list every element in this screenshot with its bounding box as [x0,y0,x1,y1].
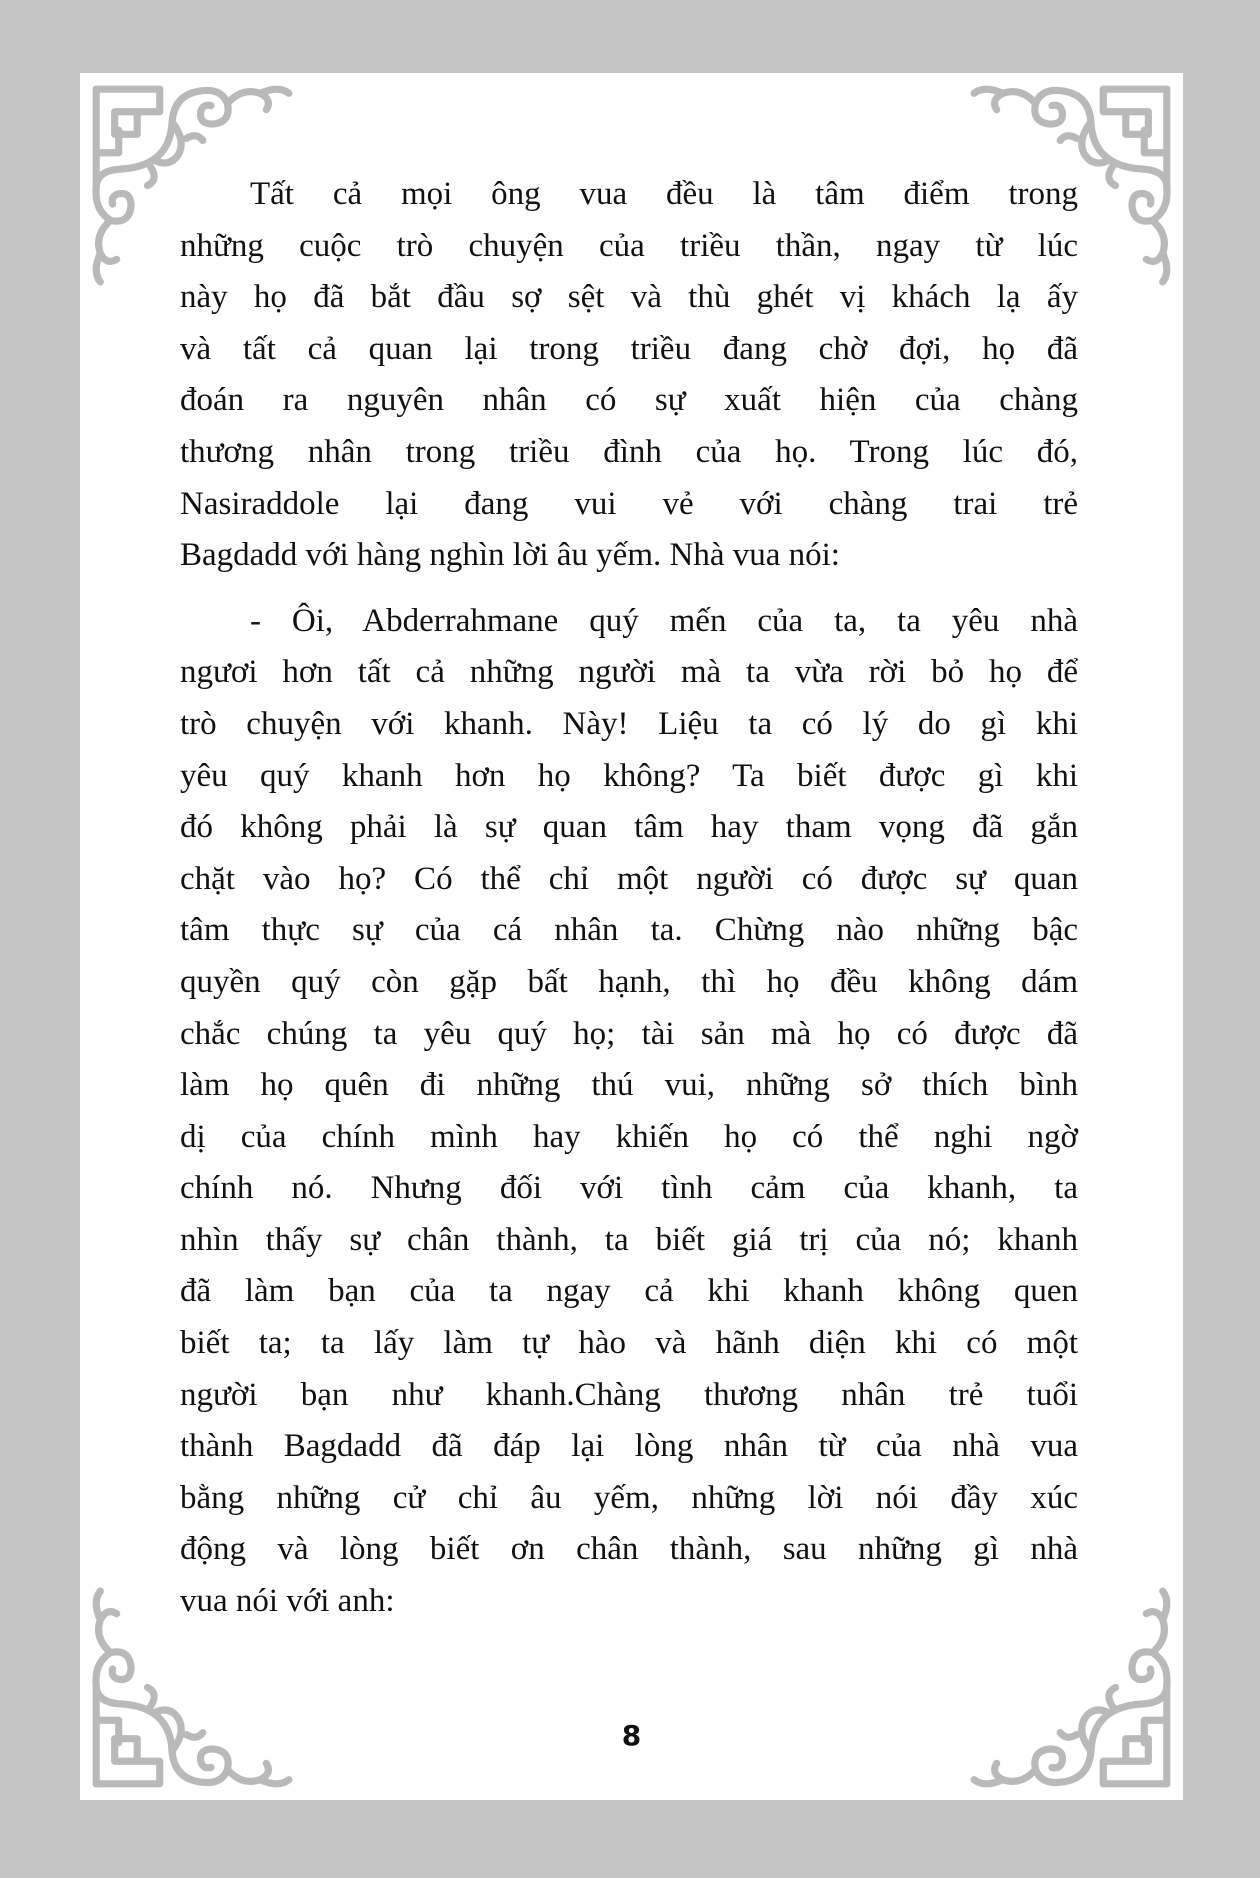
page-number: 8 [621,1719,642,1752]
text-line: chính nó. Nhưng đối với tình cảm của khanh, ta [180,1170,1078,1207]
text-line: người bạn như khanh.Chàng thương nhân trẻ tuổi [180,1376,1078,1413]
text-line: thương nhân trong triều đình của họ. Trong lúc đó, [180,433,1078,470]
text-line: đã làm bạn của ta ngay cả khi khanh không quen [180,1273,1078,1310]
text-line: này họ đã bắt đầu sợ sệt và thù ghét vị khách lạ ấy [180,279,1078,316]
text-line: yêu quý khanh hơn họ không? Ta biết được gì khi [180,757,1078,794]
text-line: thành Bagdadd đã đáp lại lòng nhân từ của nhà vua [180,1428,1078,1465]
paragraph-1 [180,169,1078,582]
text-line: làm họ quên đi những thú vui, những sở thích bình [180,1067,1078,1104]
text-line: - Ôi, Abderrahmane quý mến của ta, ta yêu nhà [250,602,1078,639]
text-line: Tất cả mọi ông vua đều là tâm điểm trong [250,176,1078,212]
body-text [180,169,1078,1628]
text-line: biết ta; ta lấy làm tự hào và hãnh diện khi có một [180,1325,1078,1362]
text-line: dị của chính mình hay khiến họ có thể nghi ngờ [180,1118,1078,1155]
text-line: ngươi hơn tất cả những người mà ta vừa rời bỏ họ để [180,654,1078,691]
paragraph-2 [180,596,1078,1628]
text-line: bằng những cử chỉ âu yếm, những lời nói đầy xúc [180,1479,1078,1516]
text-line: đó không phải là sự quan tâm hay tham vọng đã gắn [180,809,1078,846]
text-line: những cuộc trò chuyện của triều thần, ngay từ lúc [180,227,1078,264]
text-line: trò chuyện với khanh. Này! Liệu ta có lý do gì khi [180,705,1078,742]
text-line: chặt vào họ? Có thể chỉ một người có được sự quan [180,860,1078,897]
text-line: chắc chúng ta yêu quý họ; tài sản mà họ có được đã [180,1015,1078,1052]
text-line: động và lòng biết ơn chân thành, sau những gì nhà [180,1531,1078,1568]
text-line: tâm thực sự của cá nhân ta. Chừng nào những bậc [180,912,1078,949]
text-line: quyền quý còn gặp bất hạnh, thì họ đều không dám [180,963,1078,1000]
text-line: Nasiraddole lại đang vui vẻ với chàng trai trẻ [180,485,1078,522]
text-line: nhìn thấy sự chân thành, ta biết giá trị của nó; khanh [180,1221,1078,1258]
text-line: đoán ra nguyên nhân có sự xuất hiện của chàng [180,382,1078,419]
text-line: Bagdadd với hàng nghìn lời âu yếm. Nhà vua nói: [180,537,840,574]
book-page [80,73,1183,1800]
text-line: và tất cả quan lại trong triều đang chờ đợi, họ đã [180,330,1078,367]
text-line: vua nói với anh: [180,1583,395,1620]
